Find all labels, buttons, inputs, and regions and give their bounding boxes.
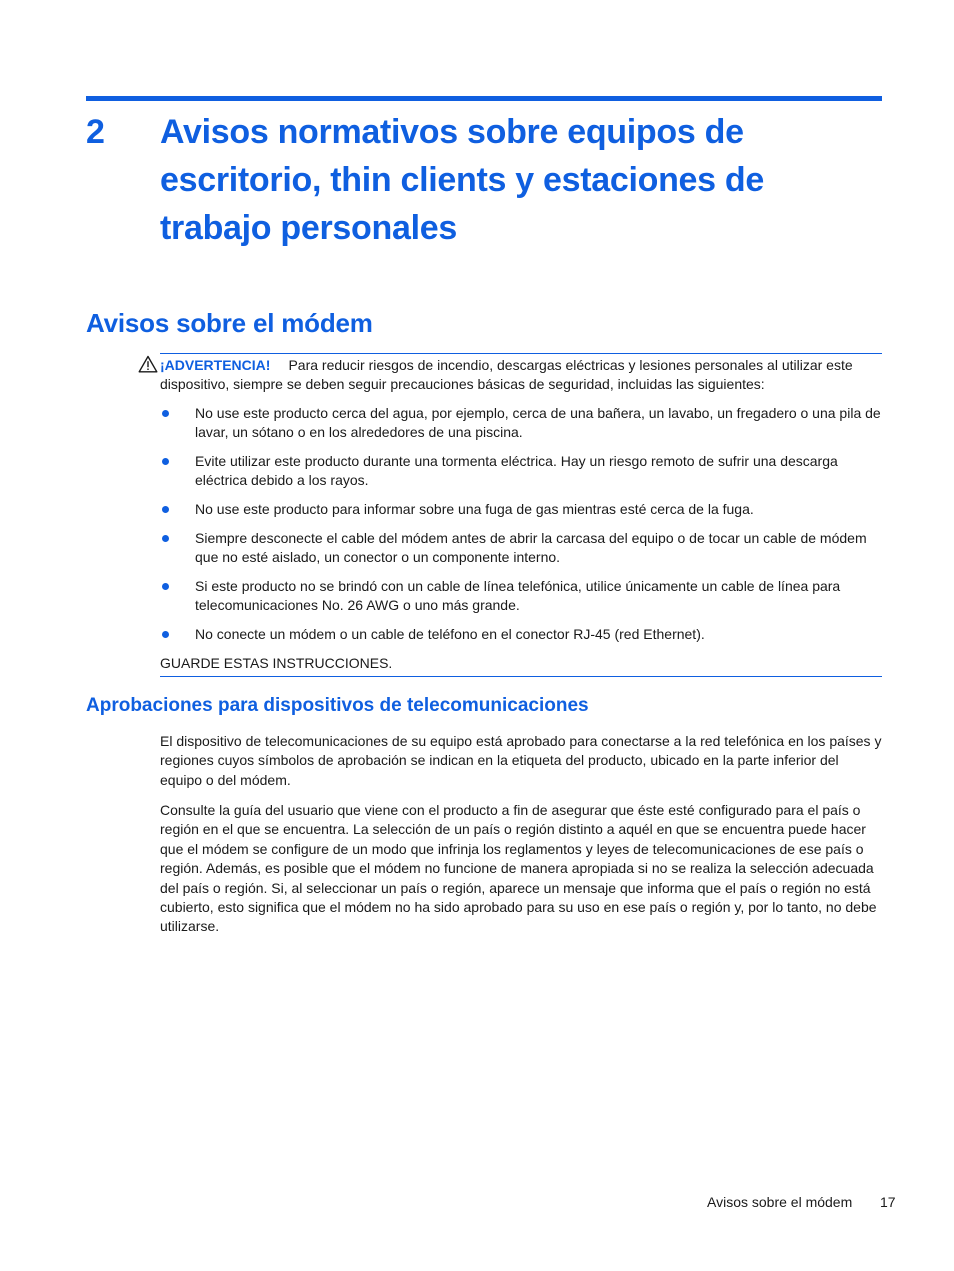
warning-list-item xyxy=(160,500,882,519)
body-paragraph: El dispositivo de telecomunicaciones de su equipo está aprobado para conectarse a la red telefónica en los países y regiones cuyos símbolos de aprobación se indican en la etiqueta del producto, ubicado en la parte inferior del equipo o del módem. xyxy=(160,733,882,788)
warning-bottom-rule xyxy=(160,676,882,677)
body-paragraph: Consulte la guía del usuario que viene con el producto a fin de asegurar que éste esté configurado para el país o región en el que se encuentra. La selección de un país o región distinto a aquél en que se encuentra puede hacer que el módem se configure de un modo que infrinja los reglamentos y leyes de telecomunicaciones de ese país o región. Además, es posible que el módem no funcione de manera apropiada si no se realiza la selección adecuada del país o región. Si, al seleccionar un país o región, aparece un mensaje que informa que el país o región no está cubierto, esto significa que el módem no ha sido aprobado para su uso en ese país o región y, por lo tanto, no debe utilizarse. xyxy=(160,802,877,935)
chapter-title: Avisos normativos sobre equipos de escritorio, thin clients y estaciones de trabajo personales xyxy=(160,113,764,247)
list-item-text: Evite utilizar este producto durante una tormenta eléctrica. Hay un riesgo remoto de sufrir una descarga eléctrica debido a los rayos. xyxy=(195,453,838,488)
bullet-icon xyxy=(162,506,169,513)
bullet-icon xyxy=(162,583,169,590)
warning-bullet-list xyxy=(160,404,882,654)
bullet-icon xyxy=(162,458,169,465)
warning-footer-text: GUARDE ESTAS INSTRUCCIONES. xyxy=(160,655,393,671)
list-item-text: Si este producto no se brindó con un cable de línea telefónica, utilice únicamente un cable de línea para telecomunicaciones No. 26 AWG o uno más grande. xyxy=(195,578,841,613)
chapter-top-rule xyxy=(86,96,882,101)
warning-triangle-icon xyxy=(138,355,158,373)
bullet-icon xyxy=(162,535,169,542)
warning-paragraph xyxy=(160,356,882,394)
warning-label: ¡ADVERTENCIA! xyxy=(160,357,271,373)
list-item-text: No use este producto para informar sobre una fuga de gas mientras esté cerca de la fuga. xyxy=(195,501,754,517)
warning-top-rule xyxy=(160,353,882,354)
bullet-icon xyxy=(162,410,169,417)
warning-list-item xyxy=(160,577,882,615)
subsection-title: Aprobaciones para dispositivos de telecomunicaciones xyxy=(86,695,589,716)
list-item-text: No conecte un módem o un cable de teléfono en el conector RJ-45 (red Ethernet). xyxy=(195,626,705,642)
footer-section-label: Avisos sobre el módem xyxy=(707,1194,853,1210)
warning-list-item xyxy=(160,404,882,442)
warning-text: Para reducir riesgos de incendio, descargas eléctricas y lesiones personales al utilizar este dispositivo, siempre se deben seguir precauciones básicas de seguridad, incluidas las siguientes: xyxy=(160,357,853,392)
list-item-text: No use este producto cerca del agua, por ejemplo, cerca de una bañera, un lavabo, un fregadero o una pila de lavar, un sótano o en los alrededores de una piscina. xyxy=(195,405,881,440)
bullet-icon xyxy=(162,631,169,638)
section-title: Avisos sobre el módem xyxy=(86,308,373,338)
warning-list-item xyxy=(160,625,882,644)
chapter-number: 2 xyxy=(86,113,105,151)
warning-list-item xyxy=(160,452,882,490)
warning-list-item xyxy=(160,529,882,567)
list-item-text: Siempre desconecte el cable del módem antes de abrir la carcasa del equipo o de tocar un cable de módem que no esté aislado, un conector o un componente interno. xyxy=(195,530,867,565)
page-number: 17 xyxy=(880,1194,896,1210)
